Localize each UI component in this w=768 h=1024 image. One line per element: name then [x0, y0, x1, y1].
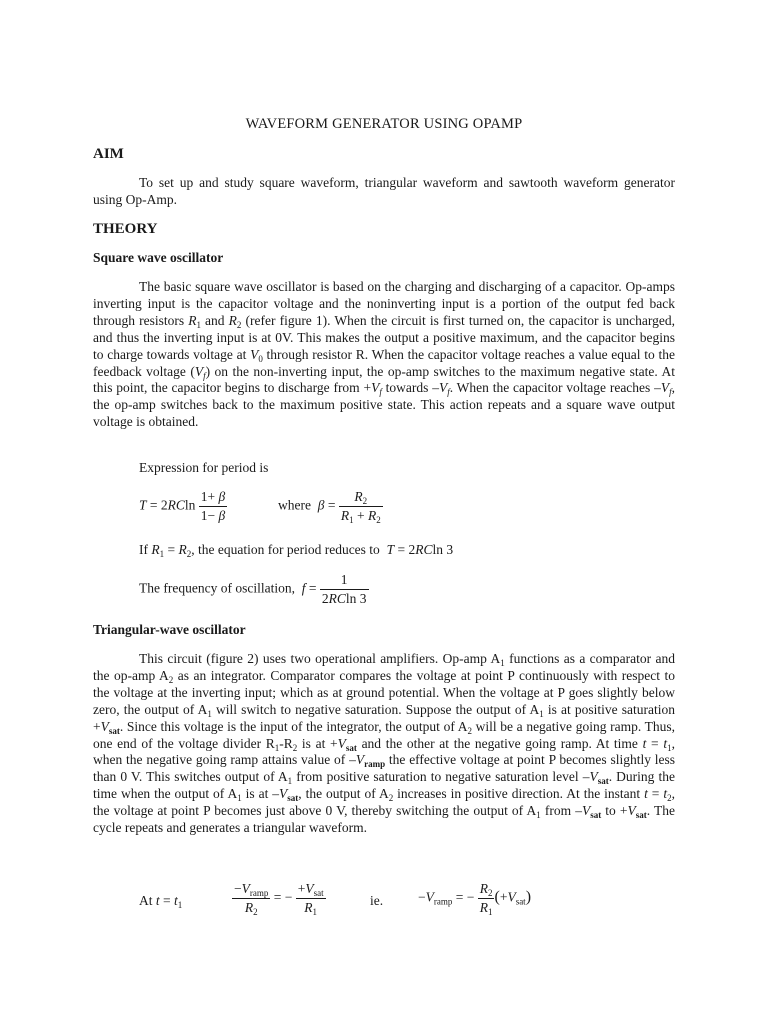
aim-paragraph: To set up and study square waveform, triangular waveform and sawtooth waveform generator using Op-Amp. — [93, 175, 675, 207]
document-title: WAVEFORM GENERATOR USING OPAMP — [245, 116, 523, 132]
period-reduction: If $R_1 = R_2$, the equation for period reduces to T = 2RCln 3 — [139, 542, 454, 559]
ie-label: ie. — [370, 893, 384, 908]
theory-heading: THEORY — [93, 221, 158, 237]
square-wave-paragraph: The basic square wave oscillator is based on the charging and discharging of a capacitor. Op-amps inverting input is the capacitor voltage and the noninverting input is a portion of the output fed back through resistors $R_1$ and $R_2$ (refer figure 1). When the circuit is first turned on, the capacitor is uncharged, and thus the inverting input is at 0V. This makes the output a positive maximum, and the capacitor begins to charge towards voltage at $V_0$ through resistor R. When the capacitor voltage reaches a value equal to the feedback voltage $(V_f)$ on the non-inverting input, the op-amp switches to the maximum negative state. At this point, the capacitor begins to discharge from $+V_f$ towards $-V_f$. When the capacitor voltage reaches $-V_f$, the op-amp switches back to the maximum positive state. This action repeats and a square wave output voltage is obtained. — [93, 279, 676, 430]
triangular-wave-heading: Triangular-wave oscillator — [93, 622, 246, 637]
ramp-solution-equation: $-V_{ramp}$ = − $\frac{R_2}{R_1}$ $(+V_{sat})$ — [418, 881, 532, 917]
aim-heading: AIM — [93, 146, 124, 162]
frequency-equation: The frequency of oscillation, f = $\frac{1}{2RCln 3}$ — [139, 572, 367, 606]
beta-equation: where β = $\frac{R_2}{R_1 + R_2}$ — [278, 489, 381, 525]
period-equation: T = 2RCln $\frac{1+ \beta}{1- \beta}$ — [139, 489, 226, 523]
triangular-wave-paragraph: This circuit (figure 2) uses two operational amplifiers. Op-amp $A_1$ functions as a comparator and the op-amp $A_2$ as an integrator. Comparator compares the voltage at point P continuously with respect to the voltage at the inverting input; which as at ground potential. When the voltage at P goes slightly below zero, the output of $A_1$ will switch to negative saturation. Suppose the output of $A_1$ is at positive saturation $+V_{sat}$. Since this voltage is the input of the integrator, the output of $A_2$ will be a negative going ramp. Thus, one end of the voltage divider $R_1-R_2$ is at $+V_{sat}$ and the other at the negative going ramp. At time $t = t_1$, when the negative going ramp attains value of $-V_{ramp}$ the effective voltage at point P becomes slightly less than 0 V. This switches output of $A_1$ from positive saturation to negative saturation level $-V_{sat}$. During the time when the output of $A_1$ is at $-V_{sat}$, the output of $A_2$ increases in positive direction. At the instant $t = t_2$, the voltage at point P becomes just above 0 V, thereby switching the output of $A_1$ from $-V_{sat}$ to $+V_{sat}$. The cycle repeats and generates a triangular waveform. — [93, 651, 676, 836]
at-t1-label: At $t = t_1$ — [139, 893, 183, 910]
ramp-equation: $\frac{-V_{ramp}}{R_2}$ = − $\frac{+V_{sat}}{R_1}$ — [234, 881, 324, 917]
period-intro: Expression for period is — [139, 460, 269, 475]
square-wave-heading: Square wave oscillator — [93, 250, 224, 265]
